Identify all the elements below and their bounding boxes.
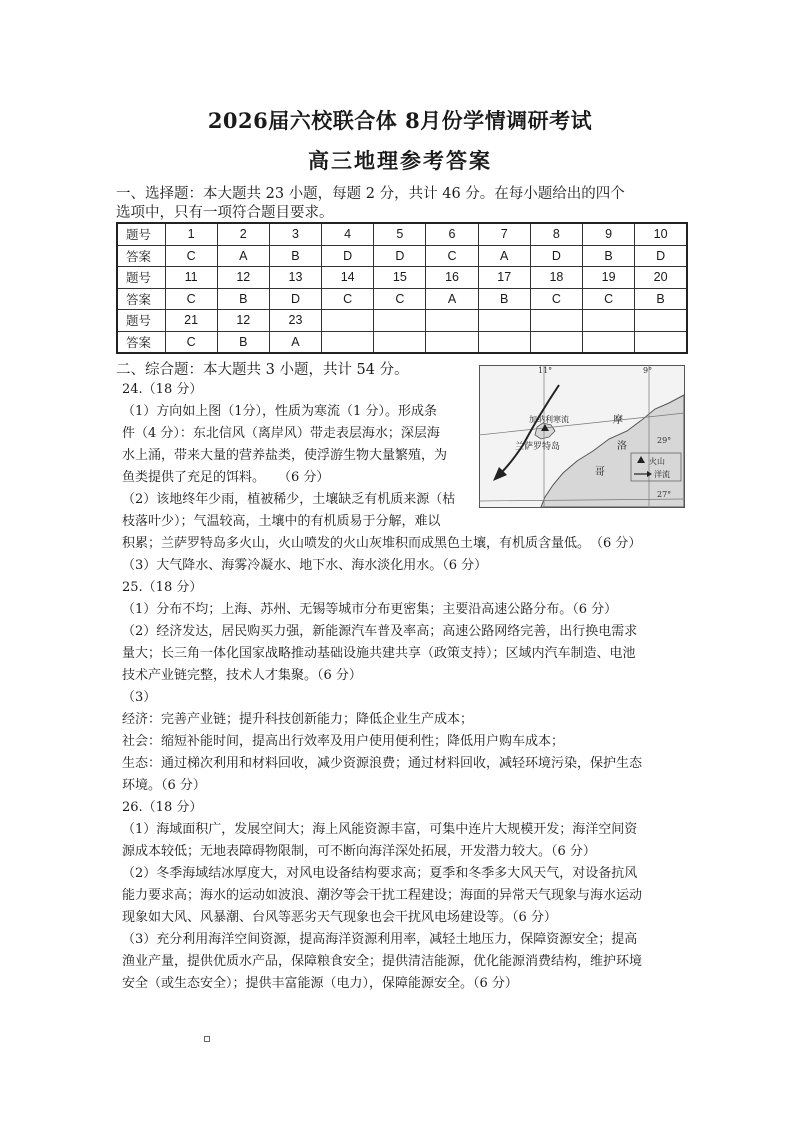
q26-answer-line: 安全（或生态安全）；提供丰富能源（电力），保障能源安全。（6 分） bbox=[122, 976, 518, 991]
answer-cell bbox=[478, 331, 530, 353]
q24-answer-line: 件（4 分）：东北信风（离岸风）带走表层海水；深层海 bbox=[122, 426, 440, 441]
q24-answer-line: 水上涌，带来大量的营养盐类，使浮游生物大量繁殖，为 bbox=[122, 448, 448, 463]
q25-answer-line: 生态：通过梯次利用和材料回收，减少资源浪费；通过材料回收，减轻环境污染，保护生态 bbox=[122, 756, 643, 771]
legend-current-label: 洋流 bbox=[654, 470, 670, 479]
country-char-2: 洛 bbox=[617, 441, 627, 452]
answer-cell: A bbox=[478, 245, 530, 267]
answer-cell: C bbox=[374, 288, 426, 310]
lat-label-29: 29° bbox=[657, 436, 672, 445]
question-number-cell: 18 bbox=[530, 267, 582, 289]
answer-cell: D bbox=[269, 288, 321, 310]
question-number-cell: 5 bbox=[374, 223, 426, 245]
answer-cell: D bbox=[635, 245, 687, 267]
question-number-row bbox=[117, 267, 687, 289]
lon-label-11: 11° bbox=[538, 366, 553, 375]
question-number-cell: 23 bbox=[269, 310, 321, 332]
section1-heading-line1: 一、选择题：本大题共 23 小题，每题 2 分，共计 46 分。在每小题给出的四个 bbox=[116, 186, 625, 202]
question-number-row bbox=[117, 223, 687, 245]
q25-answer-line: 环境。（6 分） bbox=[122, 778, 206, 793]
answer-row bbox=[117, 288, 687, 310]
q26-answer-line: 源成本较低；无地表障碍物限制，可不断向海洋深处拓展，开发潜力较大。（6 分） bbox=[122, 844, 596, 859]
lon-label-9: 9° bbox=[643, 366, 653, 375]
q25-heading: 25.（18 分） bbox=[122, 580, 203, 595]
question-number-cell: 14 bbox=[322, 267, 374, 289]
q24-answer-line: 鱼类提供了充足的饵料。 （6 分） bbox=[122, 470, 330, 485]
q26-answer-line: 现象如大风、风暴潮、台风等恶劣天气现象也会干扰风电场建设等。（6 分） bbox=[122, 910, 557, 925]
question-number-row bbox=[117, 310, 687, 332]
answer-cell: A bbox=[269, 331, 321, 353]
question-number-cell: 4 bbox=[322, 223, 374, 245]
q25-answer-line: （3） bbox=[122, 690, 157, 705]
answer-cell: B bbox=[635, 288, 687, 310]
q24-answer-line: （1）方向如上图（1分），性质为寒流（1 分）。形成条 bbox=[122, 404, 437, 419]
question-number-cell: 3 bbox=[269, 223, 321, 245]
q25-answer-line: （1）分布不均；上海、苏州、无锡等城市分布更密集；主要沿高速公路分布。（6 分） bbox=[122, 602, 618, 617]
answer-cell: C bbox=[165, 331, 217, 353]
country-char-3: 哥 bbox=[595, 467, 605, 478]
question-number-cell: 9 bbox=[583, 223, 635, 245]
question-number-cell: 8 bbox=[530, 223, 582, 245]
q26-answer-line: （2）冬季海域结冰厚度大，对风电设备结构要求高；夏季和冬季多大风天气，对设备抗风 bbox=[122, 866, 638, 881]
current-name-label: 加纳利寒流 bbox=[529, 415, 569, 424]
answer-cell bbox=[374, 331, 426, 353]
q25-answer-line: 经济：完善产业链；提升科技创新能力；降低企业生产成本； bbox=[122, 712, 474, 727]
answer-cell: C bbox=[530, 288, 582, 310]
answer-cell bbox=[426, 331, 478, 353]
answer-header: 答案 bbox=[117, 331, 165, 353]
section1-heading-line2: 选项中，只有一项符合题目要求。 bbox=[116, 205, 334, 221]
answer-cell: B bbox=[583, 245, 635, 267]
stray-mark bbox=[204, 1036, 210, 1042]
answer-cell: B bbox=[269, 245, 321, 267]
question-number-cell: 15 bbox=[374, 267, 426, 289]
q25-answer-line: 量大；长三角一体化国家战略推动基础设施共建共享（政策支持）；区域内汽车制造、电池 bbox=[122, 646, 636, 661]
answer-cell: C bbox=[583, 288, 635, 310]
answer-cell bbox=[635, 331, 687, 353]
question-number-cell bbox=[478, 310, 530, 332]
question-number-cell: 2 bbox=[217, 223, 269, 245]
question-number-cell: 21 bbox=[165, 310, 217, 332]
q26-heading: 26.（18 分） bbox=[122, 800, 203, 815]
answer-cell: B bbox=[217, 331, 269, 353]
q25-answer-line: 技术产业链完整，技术人才集聚。（6 分） bbox=[122, 668, 362, 683]
lat-label-27: 27° bbox=[657, 490, 672, 499]
question-number-cell: 6 bbox=[426, 223, 478, 245]
answer-cell: A bbox=[217, 245, 269, 267]
island-name-label: 兰萨罗特岛 bbox=[515, 442, 561, 452]
question-number-cell bbox=[374, 310, 426, 332]
question-number-cell: 10 bbox=[635, 223, 687, 245]
question-number-cell bbox=[530, 310, 582, 332]
answer-row bbox=[117, 245, 687, 267]
question-number-cell: 12 bbox=[217, 267, 269, 289]
answer-cell: C bbox=[165, 288, 217, 310]
question-number-cell: 16 bbox=[426, 267, 478, 289]
question-number-cell bbox=[322, 310, 374, 332]
answer-cell bbox=[530, 331, 582, 353]
question-number-cell: 7 bbox=[478, 223, 530, 245]
answer-cell: C bbox=[322, 288, 374, 310]
answer-cell bbox=[583, 331, 635, 353]
question-number-header: 题号 bbox=[117, 267, 165, 289]
q26-answer-line: （1）海域面积广，发展空间大；海上风能资源丰富，可集中连片大规模开发；海洋空间资 bbox=[122, 822, 638, 837]
question-number-cell bbox=[426, 310, 478, 332]
answer-cell: C bbox=[426, 245, 478, 267]
q24-answer-line: （3）大气降水、海雾冷凝水、地下水、海水淡化用水。（6 分） bbox=[122, 558, 488, 573]
exam-title: 2026届六校联合体 8月份学情调研考试 bbox=[207, 108, 593, 133]
question-number-header: 题号 bbox=[117, 223, 165, 245]
q25-answer-line: 社会：缩短补能时间，提高出行效率及用户使用便利性；降低用户购车成本； bbox=[122, 734, 565, 749]
q26-answer-line: 能力要求高；海水的运动如波浪、潮汐等会干扰工程建设；海面的异常天气现象与海水运动 bbox=[122, 888, 643, 903]
answer-header: 答案 bbox=[117, 288, 165, 310]
answer-cell: D bbox=[374, 245, 426, 267]
answer-cell: B bbox=[478, 288, 530, 310]
section2-heading: 二、综合题：本大题共 3 小题，共计 54 分。 bbox=[116, 362, 409, 378]
country-char-1: 摩 bbox=[613, 415, 623, 426]
canary-current-map bbox=[479, 365, 685, 508]
question-number-cell bbox=[583, 310, 635, 332]
q26-answer-line: （3）充分利用海洋空间资源，提高海洋资源利用率，减轻土地压力，保障资源安全；提高 bbox=[122, 932, 638, 947]
q24-answer-line: （2）该地终年少雨，植被稀少，土壤缺乏有机质来源（枯 bbox=[122, 492, 456, 507]
answer-table bbox=[116, 222, 688, 354]
question-number-header: 题号 bbox=[117, 310, 165, 332]
legend-volcano-label: 火山 bbox=[649, 457, 665, 466]
exam-subtitle: 高三地理参考答案 bbox=[308, 148, 492, 173]
question-number-cell bbox=[635, 310, 687, 332]
answer-cell: D bbox=[322, 245, 374, 267]
question-number-cell: 12 bbox=[217, 310, 269, 332]
answer-header: 答案 bbox=[117, 245, 165, 267]
question-number-cell: 17 bbox=[478, 267, 530, 289]
q24-answer-line: 枝落叶少）；气温较高，土壤中的有机质易于分解，难以 bbox=[122, 514, 441, 529]
question-number-cell: 20 bbox=[635, 267, 687, 289]
question-number-cell: 1 bbox=[165, 223, 217, 245]
answer-row bbox=[117, 331, 687, 353]
q26-answer-line: 渔业产量，提供优质水产品，保障粮食安全；提供清洁能源，优化能源消费结构，维护环境 bbox=[122, 954, 643, 969]
question-number-cell: 19 bbox=[583, 267, 635, 289]
answer-cell: A bbox=[426, 288, 478, 310]
question-number-cell: 11 bbox=[165, 267, 217, 289]
answer-cell: B bbox=[217, 288, 269, 310]
answer-cell: D bbox=[530, 245, 582, 267]
answer-cell: C bbox=[165, 245, 217, 267]
q24-heading: 24.（18 分） bbox=[122, 382, 203, 397]
q25-answer-line: （2）经济发达，居民购买力强，新能源汽车普及率高；高速公路网络完善，出行换电需求 bbox=[122, 624, 638, 639]
answer-cell bbox=[322, 331, 374, 353]
q24-answer-line: 积累；兰萨罗特岛多火山，火山喷发的火山灰堆积而成黑色土壤，有机质含量低。 （6 分） bbox=[122, 536, 642, 551]
question-number-cell: 13 bbox=[269, 267, 321, 289]
